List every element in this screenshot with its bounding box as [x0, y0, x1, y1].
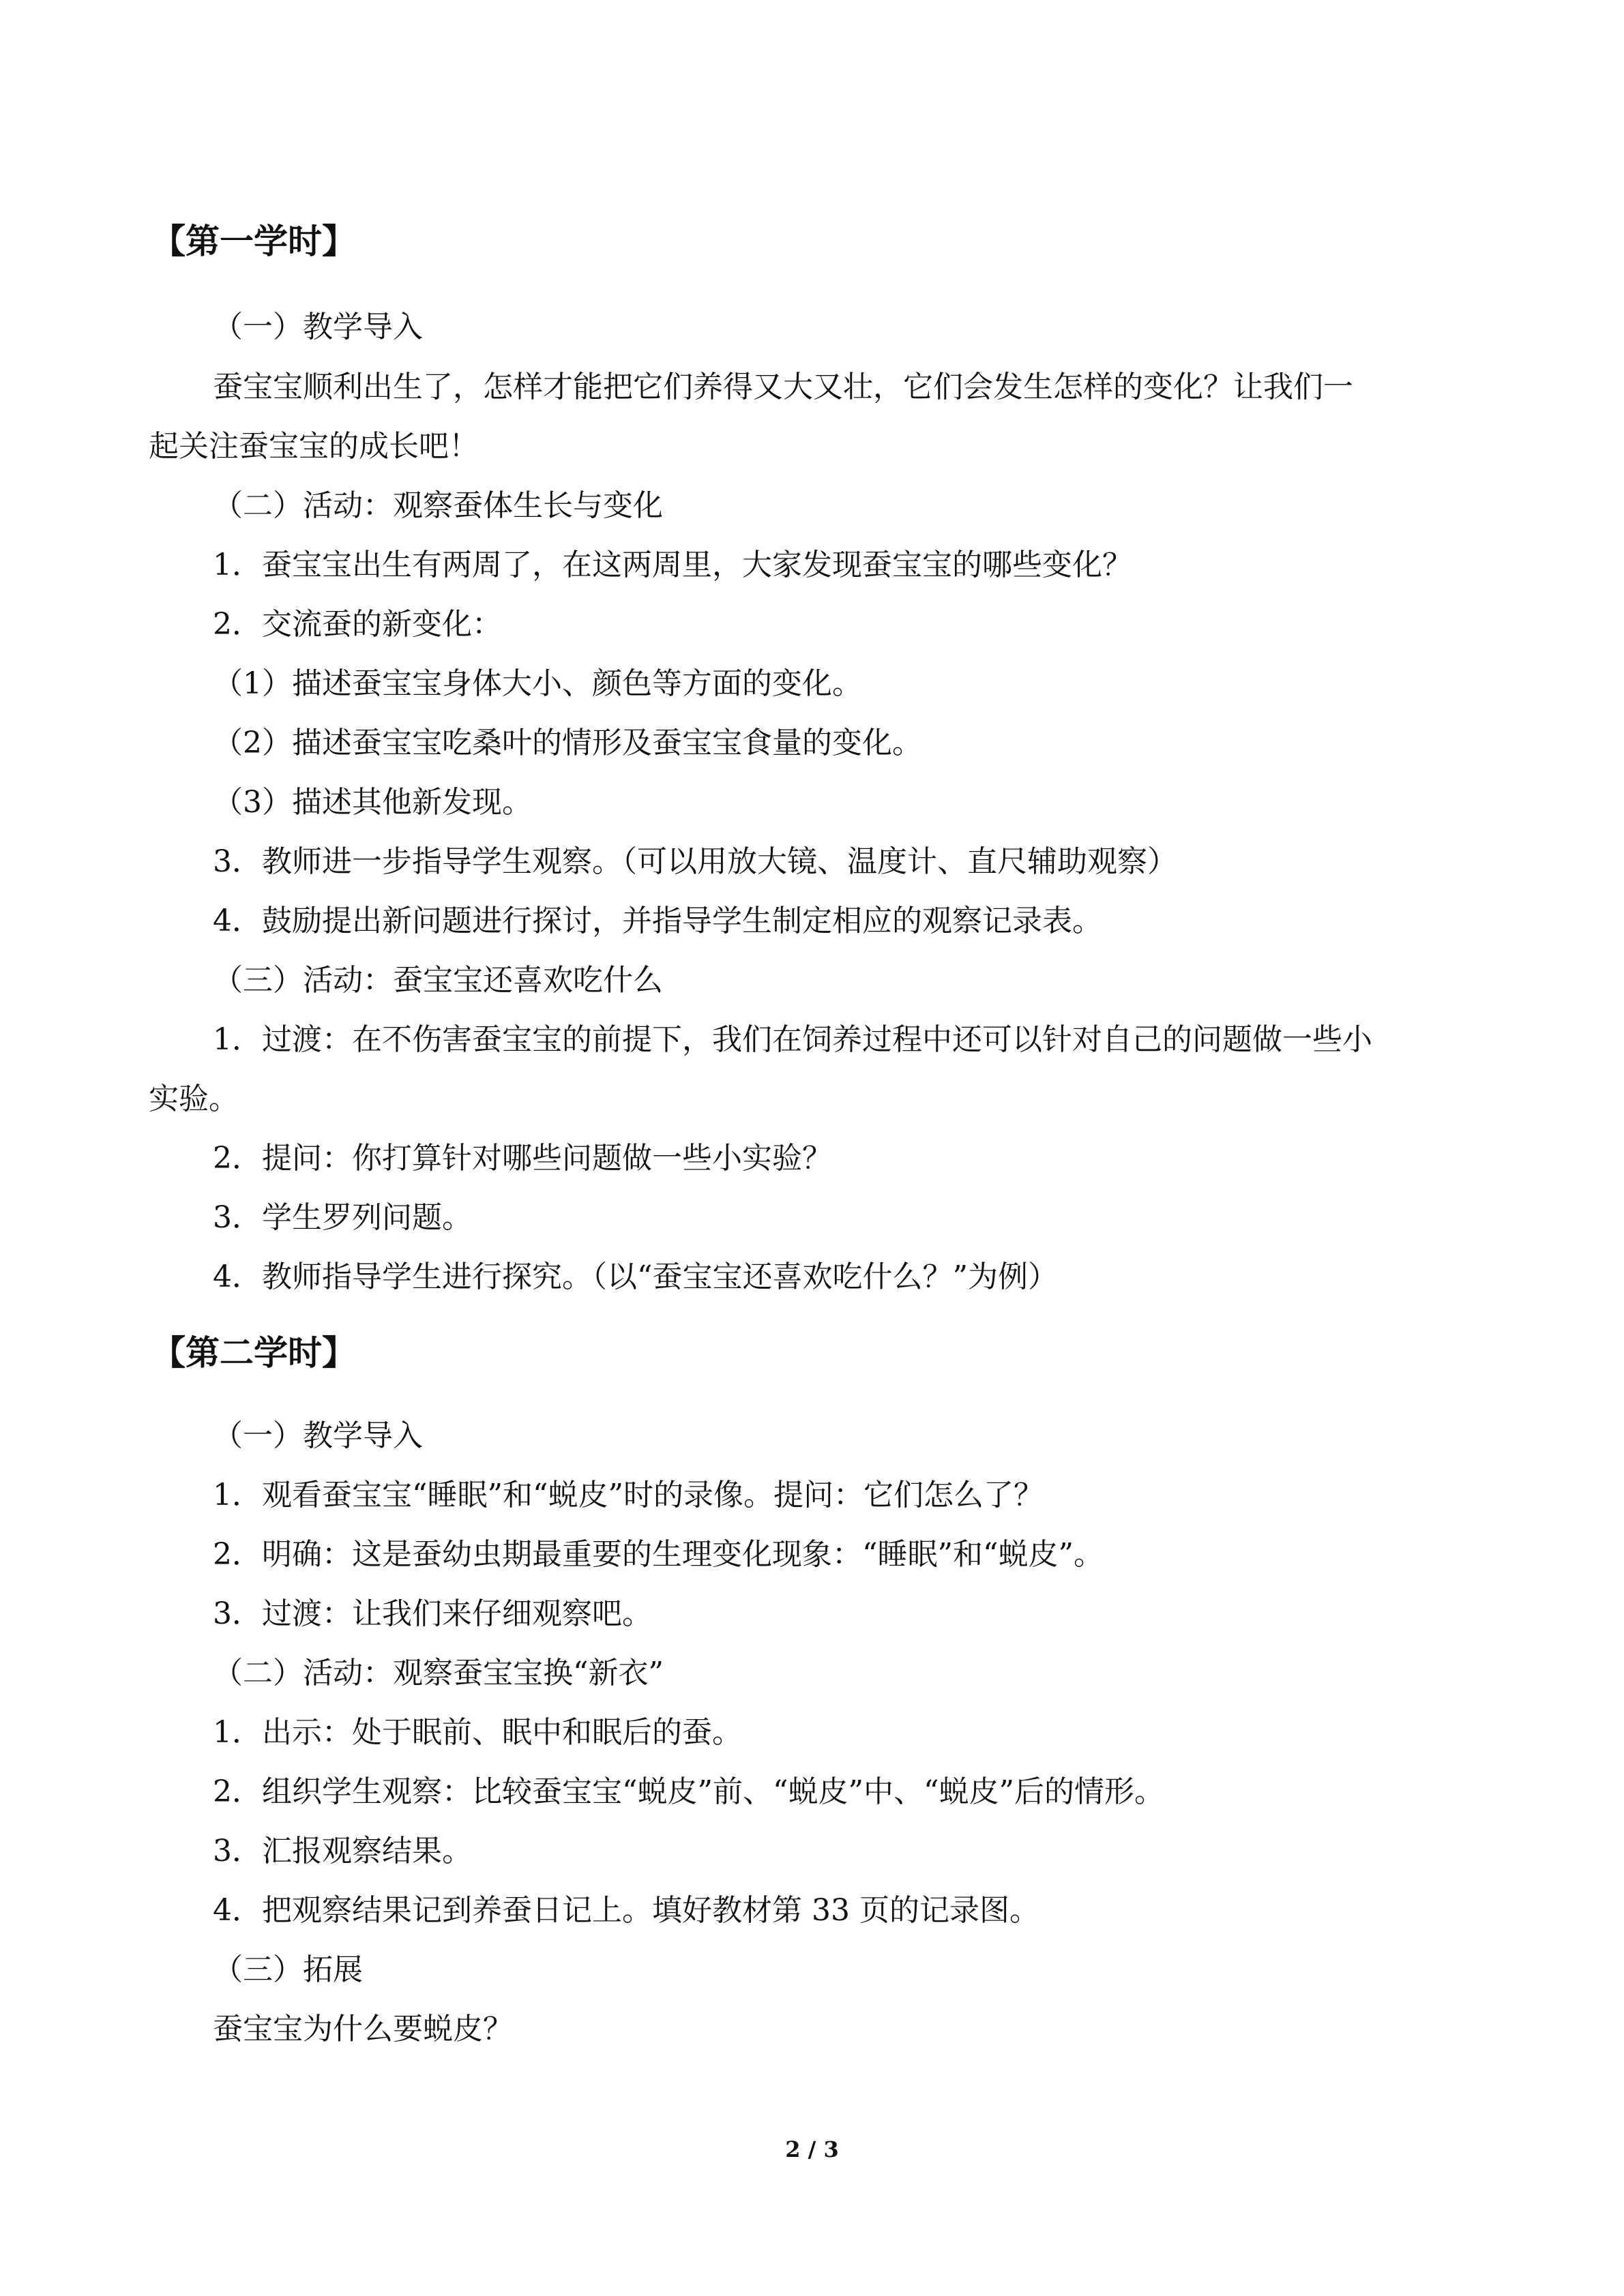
page-number: 2 / 3 [785, 2136, 839, 2162]
list-item: 1．出示：处于眠前、眠中和眠后的蚕。 [213, 1715, 742, 1750]
subsection-heading: （一）教学导入 [213, 310, 423, 344]
list-item: 3．过渡：让我们来仔细观察吧。 [213, 1596, 652, 1631]
list-item: 2．提问：你打算针对哪些问题做一些小实验？ [213, 1141, 832, 1176]
subsection-heading: （一）教学导入 [213, 1418, 423, 1453]
section-heading-2: 【第二学时】 [151, 1332, 356, 1373]
list-item: 4．教师指导学生进行探究。（以“蚕宝宝还喜欢吃什么？”为例） [213, 1259, 1058, 1294]
list-item: 2．明确：这是蚕幼虫期最重要的生理变化现象：“睡眠”和“蜕皮”。 [213, 1537, 1104, 1572]
list-item: 4．把观察结果记到养蚕日记上。填好教材第 33 页的记录图。 [213, 1893, 1039, 1928]
list-item: 1．蚕宝宝出生有两周了，在这两周里，大家发现蚕宝宝的哪些变化？ [213, 548, 1132, 582]
list-item: 1．观看蚕宝宝“睡眠”和“蜕皮”时的录像。提问：它们怎么了？ [213, 1478, 1044, 1512]
list-item: 3．教师进一步指导学生观察。（可以用放大镜、温度计、直尺辅助观察） [213, 844, 1177, 879]
list-item: 3．汇报观察结果。 [213, 1834, 472, 1868]
subsection-heading: （二）活动：观察蚕体生长与变化 [213, 488, 663, 523]
list-item: （3）描述其他新发现。 [213, 785, 532, 820]
paragraph-line: 起关注蚕宝宝的成长吧！ [149, 429, 479, 464]
paragraph-line: 实验。 [149, 1082, 239, 1116]
list-item: （1）描述蚕宝宝身体大小、颜色等方面的变化。 [213, 666, 862, 701]
list-item: （2）描述蚕宝宝吃桑叶的情形及蚕宝宝食量的变化。 [213, 726, 922, 760]
list-item: 3．学生罗列问题。 [213, 1200, 472, 1235]
list-item: 1．过渡：在不伤害蚕宝宝的前提下，我们在饲养过程中还可以针对自己的问题做一些小 [213, 1022, 1372, 1057]
list-item: 2．交流蚕的新变化： [213, 607, 502, 642]
subsection-heading: （三）活动：蚕宝宝还喜欢吃什么 [213, 963, 663, 998]
list-item: 4．鼓励提出新问题进行探讨，并指导学生制定相应的观察记录表。 [213, 904, 1102, 938]
list-item: 2．组织学生观察：比较蚕宝宝“蜕皮”前、“蜕皮”中、“蜕皮”后的情形。 [213, 1774, 1164, 1809]
paragraph-line: 蚕宝宝顺利出生了，怎样才能把它们养得又大又壮，它们会发生怎样的变化？让我们一 [213, 370, 1353, 404]
paragraph-line: 蚕宝宝为什么要蜕皮？ [213, 2012, 513, 2046]
section-heading-1: 【第一学时】 [151, 221, 356, 261]
subsection-heading: （三）拓展 [213, 1952, 363, 1987]
subsection-heading: （二）活动：观察蚕宝宝换“新衣” [213, 1656, 664, 1690]
